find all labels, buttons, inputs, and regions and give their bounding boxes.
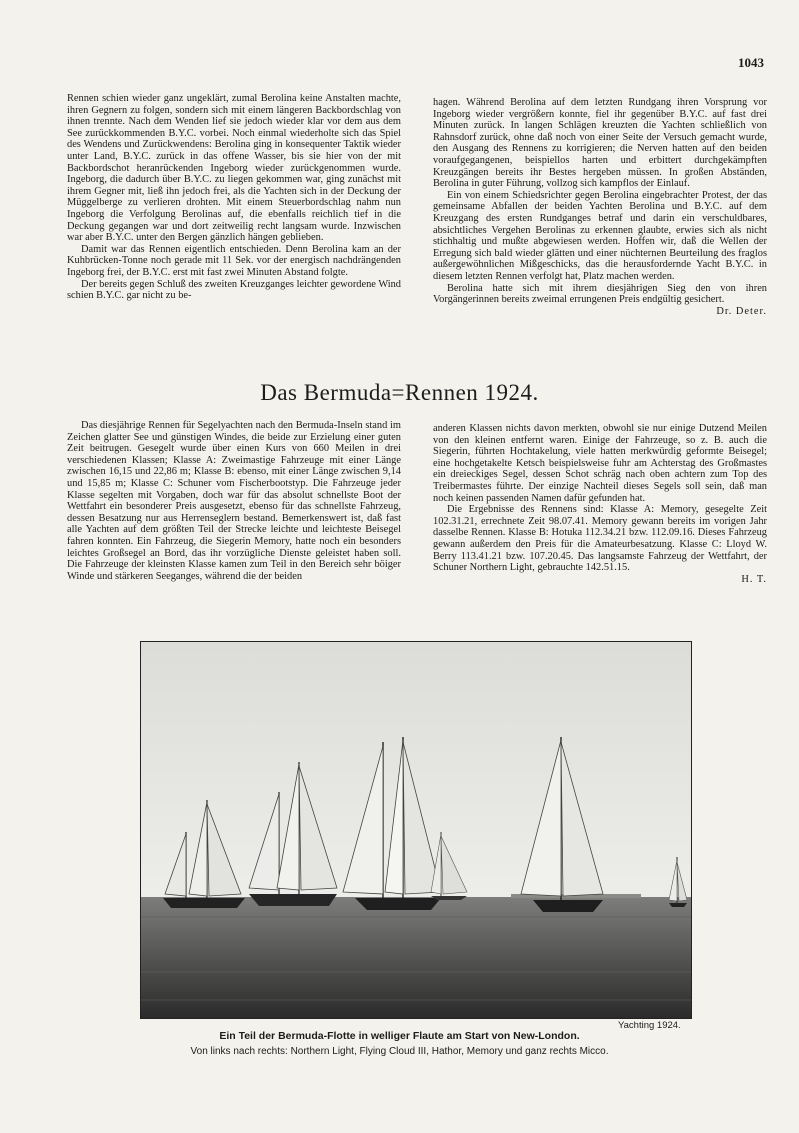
paragraph: Rennen schien wieder ganz ungeklärt, zumal Berolina keine Anstalten machte, ihren Gegnern zu folgen, sondern sich mit einem längeren Backbordschlag von ihnen trennte. Nach dem Wenden lief sie jedoch wieder klar vor dem aus dem See zurückkommenden B.Y.C. vorbei. Noch einmal wiederholte sich das Spiel des Wendens und Zurückwendens: Berolina ging in konsequenter Taktik wieder unter Land, B.Y.C. zurück in das offene Wasser, bis sie hier von der mit Backbordschot heranrückenden Ingeborg wieder zurückgenommen wurde. Ingeborg, die dadurch über B.Y.C. zu liegen gekommen war, ging zunächst mit ihrem Gegner mit, ließ ihn jedoch frei, als die Yachten sich in der Deckung der Müggelberge zu verlieren drohten. Mit einem Steuerbordschlag nahm nun Ingeborg die Verfolgung Berolinas auf, die ebenfalls reichlich tief in die Deckung gegangen war und dort zeitweilig recht langsam wurde. Inzwischen war aber B.Y.C. unter den Bergen gänzlich hängen geblieben. (67, 93, 401, 244)
photo-illustration (141, 642, 691, 1018)
paragraph: anderen Klassen nichts davon merkten, obwohl sie nur einige Dutzend Meilen von den kleinen entfernt waren. Einige der Fahrzeuge, so z. B. auch die Siegerin, führten Hochtakelung, viele hatten merkwürdig geformte Beisegel; eine hochgetakelte Ketsch beispielsweise fuhr am Achterstag des Großmastes ein dreieckiges Segel, dessen Schot schräg nach oben achtern zum Top des Treibermastes führte. Der einzige Nachteil dieses Segels soll sein, daß man noch keinen passenden Namen dafür gefunden hat. (433, 423, 767, 504)
author-signature: Dr. Deter. (716, 305, 767, 317)
paragraph: Ein von einem Schiedsrichter gegen Berolina eingebrachter Protest, der das gemeinsame Abfallen der beiden Yachten Berolina und B.Y.C. auf dem Kreuzgang des ersten Rundganges betraf und darin ein verschuldbares, absichtliches Vergehen Berolinas zu erkennen glaubte, erwies sich als nicht stichhaltig und mußte abgewiesen werden. Hoffen wir, daß die Wellen der Erregung sich bald wieder glätten und einer nüchternen Beurteilung des fraglos außergewöhnlichen Mißgeschicks, das die herausfordernde Yacht B.Y.C. in diesem letzten Rennen verfolgt hat, Platz machen werden. (433, 189, 767, 282)
photo-subcaption: Von links nach rechts: Northern Light, Flying Cloud III, Hathor, Memory und ganz rechts Micco. (190, 1046, 609, 1057)
article2-column-left (67, 420, 401, 582)
paragraph: hagen. Während Berolina auf dem letzten Rundgang ihren Vorsprung vor Ingeborg wieder vergrößern konnte, fiel ihr gegenüber B.Y.C. auf fast drei Minuten zurück. In langen Schlägen kreuzten die Yachten schließlich von Rahnsdorf zurück, ohne daß noch von einer Seite der Versuch gemacht wurde, den Ausgang des Rennens zu korrigieren; die Nerven hatten auf den beiden voraufgegangenen, beispiellos harten und erbittert durchgekämpften Kreuzgängen bereits ihr Bestes hergeben müssen. In großen Abständen, Berolina in guter Führung, vollzog sich kampflos der Einlauf. (433, 97, 767, 190)
article2-column-right (433, 423, 767, 585)
photo-caption: Ein Teil der Bermuda-Flotte in welliger Flaute am Start von New-London. (219, 1030, 580, 1042)
paragraph: Die Ergebnisse des Rennens sind: Klasse A: Memory, gesegelte Zeit 102.31.21, errechnete Zeit 98.07.41. Memory gewann bereits im vorigen Jahr dasselbe Rennen. Klasse B: Hotuka 112.34.21 bzw. 112.09.16. Dieses Fahrzeug gewann außerdem den Preis für die Amateurbesatzung. Klasse C: Lloyd W. Berry 113.41.21 bzw. 107.20.45. Das langsamste Fahrzeug der Wettfahrt, der Schuner Northern Light, gebrauchte 142.51.15. (433, 504, 767, 574)
article-title: Das Bermuda=Rennen 1924. (260, 380, 539, 405)
paragraph: Damit war das Rennen eigentlich entschieden. Denn Berolina kam an der Kuhbrücken-Tonne noch gerade mit 11 Sek. vor der energisch nachdrängenden Ingeborg frei, der B.Y.C. erst mit fast zwei Minuten Abstand folgte. (67, 243, 401, 278)
paragraph: Das diesjährige Rennen für Segelyachten nach den Bermuda-Inseln stand im Zeichen glatter See und günstigen Windes, die beide zur Erzielung einer guten Zeit beitrugen. Gesegelt wurde über einen Kurs von 660 Meilen in drei verschiedenen Klassen; Klasse A: Zweimastige Fahrzeuge mit einer Länge zwischen 16,15 und 22,86 m; Klasse B: ebenso, mit einer Länge zwischen 9,14 und 15,85 m; Klasse C: Schuner vom Fischerbootstyp. Die Fahrzeuge jeder Klasse segelten mit Vorgaben, doch war für das absolut schnellste Boot der Wettfahrt ein besonderer Preis ausgesetzt, ebenso für das schnellste Fahrzeug, dessen Besatzung nur aus Herrenseglern bestand. Bemerkenswert ist, daß fast alle Yachten auf dem größten Teil der Strecke leichte und leichteste Beisegel fahren konnten. Ein Fahrzeug, die Siegerin Memory, hatte noch ein besonders leichtes Großsegel an Bord, das ihr vorzügliche Dienste geleistet haben soll. Die Fahrzeuge der kleinsten Klasse kamen zum Teil in den Bereich sehr böiger Winde und stärkeren Seeganges, während die der beiden (67, 420, 401, 582)
article1-column-left (67, 93, 401, 302)
article1-column-right (433, 97, 767, 317)
author-signature: H. T. (741, 573, 767, 585)
page-number: 1043 (738, 55, 764, 70)
sailing-fleet-photo (140, 641, 692, 1019)
paragraph: Berolina hatte sich mit ihrem diesjährigen Sieg den von ihren Vorgängerinnen bereits zweimal errungenen Preis endgültig gesichert. (433, 282, 767, 306)
paragraph: Der bereits gegen Schluß des zweiten Kreuzganges leichter gewordene Wind schien B.Y.C. gar nicht zu be- (67, 278, 401, 302)
photo-credit: Yachting 1924. (618, 1020, 681, 1031)
